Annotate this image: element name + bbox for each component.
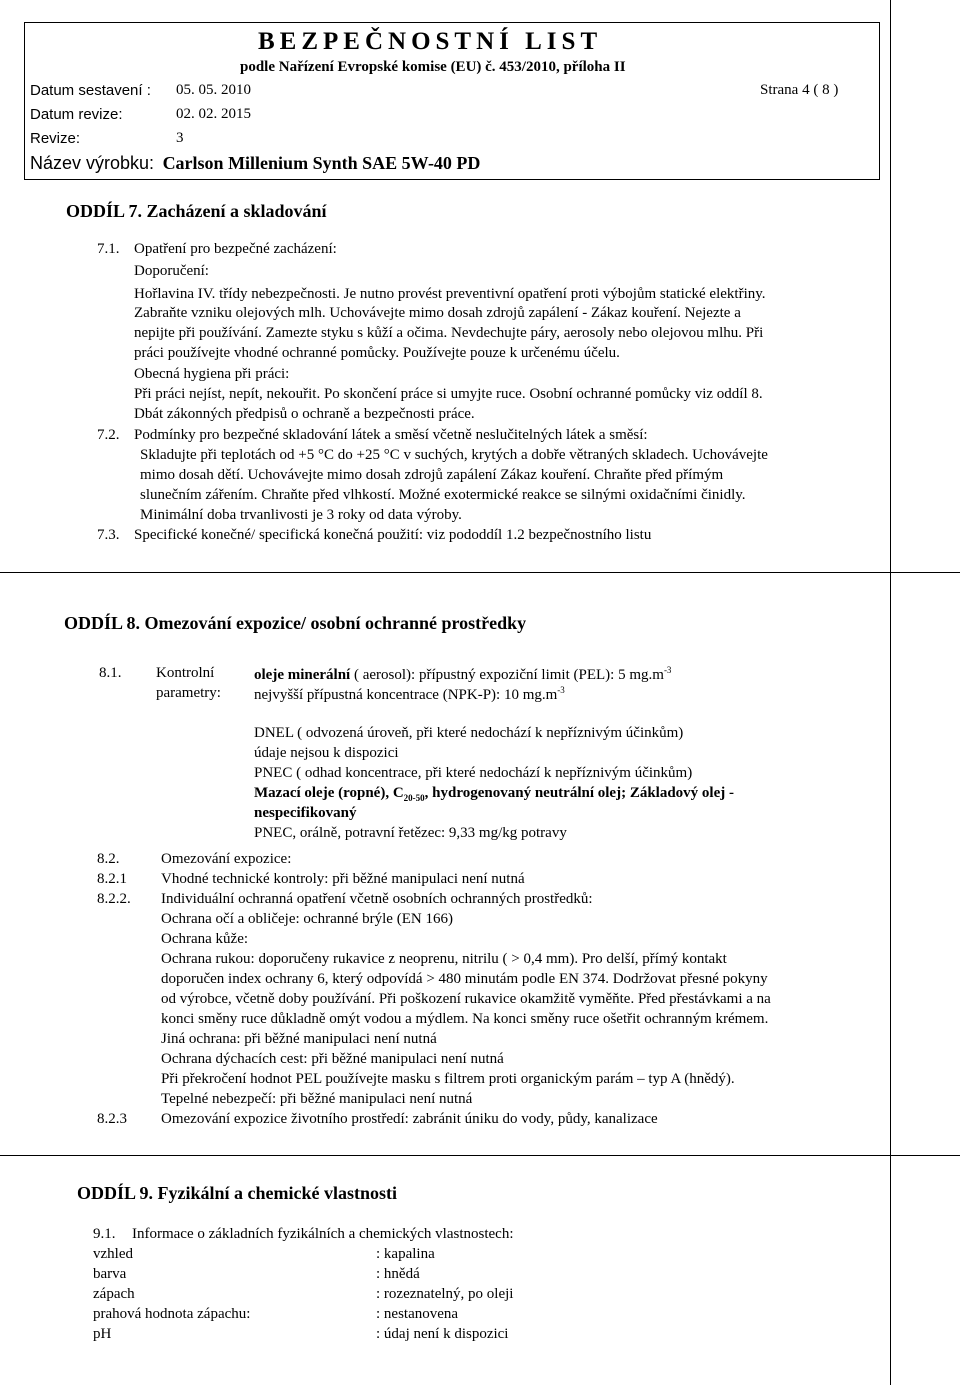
property-value: : nestanovena [376,1306,459,1322]
s73-number: 7.3. [97,527,120,543]
dnel-heading: DNEL ( odvozená úroveň, při které nedochází k nepříznivým účinkům) [254,725,684,741]
s91-number: 9.1. [93,1226,116,1242]
s71-line: Při práci nejíst, nepít, nekouřit. Po skončení práce si umyjte ruce. Osobní ochranné pomůcky viz oddíl 8. [134,386,763,402]
npk-limit: nejvyšší přípustná koncentrace (NPK-P): 10 mg.m [254,687,558,703]
property-label: barva [93,1266,127,1282]
s73-text: Specifické konečné/ specifická konečná použití: viz pododdíl 1.2 bezpečnostního listu [134,527,652,543]
s821-number: 8.2.1 [97,871,127,887]
property-value: : hnědá [376,1266,420,1282]
non-specified: nespecifikovaný [254,805,357,821]
s822-line: Ochrana očí a obličeje: ochranné brýle (EN 166) [161,911,453,927]
property-label: pH [93,1326,112,1342]
section-divider [0,572,960,573]
date-created-label: Datum sestavení : [30,82,151,99]
unit-exponent: -3 [663,665,672,675]
s72-line: slunečním zářením. Chraňte před vlhkostí. Možné exotermické reakce se silnými oxidačními činidly. [140,487,746,503]
s71-line: Dbát zákonných předpisů o ochraně a bezpečnosti práce. [134,406,475,422]
s72-line: Minimální doba trvanlivosti je 3 roky od data výroby. [140,507,462,523]
page-number: Strana 4 ( 8 ) [760,82,839,98]
s822-title: Individuální ochranná opatření včetně osobních ochranných prostředků: [161,891,593,907]
s822-line: Ochrana dýchacích cest: při běžné manipulaci není nutná [161,1051,504,1067]
product-label: Název výrobku: [30,153,155,173]
s71-number: 7.1. [97,241,120,257]
s822-line: konci směny ruce důkladně omýt vodou a mýdlem. Na konci směny ruce ošetřit ochranným krémem. [161,1011,769,1027]
date-revised-label: Datum revize: [30,106,123,123]
property-label: zápach [93,1286,135,1302]
right-margin-line [890,572,891,1155]
s71-line: Zabraňte vzniku olejových mlh. Uchovávejte mimo dosah zdrojů zapálení - Zákaz kouření. Nejezte a [134,305,741,321]
s82-title: Omezování expozice: [161,851,292,867]
date-revised: 02. 02. 2015 [176,106,251,122]
product-name: Carlson Millenium Synth SAE 5W-40 PD [162,153,481,173]
date-created: 05. 05. 2010 [176,82,251,98]
s72-title: Podmínky pro bezpečné skladování látek a směsí včetně neslučitelných látek a směsí: [134,427,648,443]
s822-line: od výrobce, včetně doby používání. Při poškození rukavice okamžitě vyměňte. Před přestávkami a na [161,991,771,1007]
s71-recommended: Doporučení: [134,263,209,279]
pnec-heading: PNEC ( odhad koncentrace, při které nedochází k nepříznivým účinkům) [254,765,693,781]
s822-line: Tepelné nebezpečí: při běžné manipulaci není nutná [161,1091,473,1107]
revision-label: Revize: [30,130,81,147]
property-value: : údaj není k dispozici [376,1326,509,1342]
s91-title: Informace o základních fyzikálních a chemických vlastnostech: [132,1226,514,1242]
property-value: : rozeznatelný, po oleji [376,1286,514,1302]
s823-number: 8.2.3 [97,1111,127,1127]
s81-label: Kontrolní [156,665,215,681]
s822-line: Ochrana kůže: [161,931,249,947]
s822-line: Ochrana rukou: doporučeny rukavice z neoprenu, nitrilu ( > 0,4 mm). Pro delší, přímý kontakt [161,951,727,967]
s71-line: Hořlavina IV. třídy nebezpečnosti. Je nutno provést preventivní opatření proti výbojům statické elektřiny. [134,286,766,302]
s822-number: 8.2.2. [97,891,131,907]
pel-limit: ( aerosol): přípustný expoziční limit (PEL): 5 mg.m [350,667,664,683]
right-margin-line [890,1155,891,1385]
lubricating-oils-rest: , hydrogenovaný neutrální olej; Základový olej - [424,785,734,801]
right-margin-line [890,0,891,572]
s822-line: Jiná ochrana: při běžné manipulaci není nutná [161,1031,437,1047]
s822-line: Při překročení hodnot PEL používejte masku s filtrem proti organickým parám – typ A (hnědý). [161,1071,735,1087]
revision: 3 [176,130,184,146]
document-subtitle: podle Nařízení Evropské komise (EU) č. 453/2010, příloha II [240,59,626,75]
property-label: prahová hodnota zápachu: [93,1306,251,1322]
unit-exponent: -3 [557,685,565,695]
s821-text: Vhodné technické kontroly: při běžné manipulaci není nutná [161,871,525,887]
document-title: BEZPEČNOSTNÍ LIST [258,28,603,55]
s71-line: práci používejte vhodné ochranné pomůcky. Používejte pouze k určenému účelu. [134,345,620,361]
s72-line: mimo dosah dětí. Uchovávejte mimo dosah zdrojů zapálení Zákaz kouření. Chraňte před přímým [140,467,724,483]
property-value: : kapalina [376,1246,435,1262]
s72-number: 7.2. [97,427,120,443]
mineral-oil: oleje minerální [254,667,351,683]
lubricating-oils: Mazací oleje (ropné), C [254,785,404,801]
pnec-value: PNEC, orálně, potravní řetězec: 9,33 mg/kg potravy [254,825,567,841]
s72-line: Skladujte při teplotách od +5 °C do +25 °C v suchých, krytých a dobře větraných skladech. Uchovávejte [140,447,768,463]
s81-number: 8.1. [99,665,122,681]
s81-label: parametry: [156,685,221,701]
section9-title: ODDÍL 9. Fyzikální a chemické vlastnosti [77,1183,398,1203]
s82-number: 8.2. [97,851,120,867]
property-label: vzhled [93,1246,133,1262]
section7-title: ODDÍL 7. Zacházení a skladování [66,201,327,221]
s71-title: Opatření pro bezpečné zacházení: [134,241,337,257]
dnel-value: údaje nejsou k dispozici [254,745,399,761]
carbon-range: 20-50 [403,793,425,803]
s822-line: doporučen index ochrany 6, který odpovídá > 480 minutám podle EN 374. Dodržovat přesné pokyny [161,971,768,987]
s823-text: Omezování expozice životního prostředí: zabránit úniku do vody, půdy, kanalizace [161,1111,658,1127]
s71-line: Obecná hygiena při práci: [134,366,290,382]
section-divider [0,1155,960,1156]
section8-title: ODDÍL 8. Omezování expozice/ osobní ochranné prostředky [64,613,527,633]
s71-line: nepijte při používání. Zamezte styku s kůží a očima. Nevdechujte páry, aerosoly nebo olejovou mlhu. Při [134,325,764,341]
